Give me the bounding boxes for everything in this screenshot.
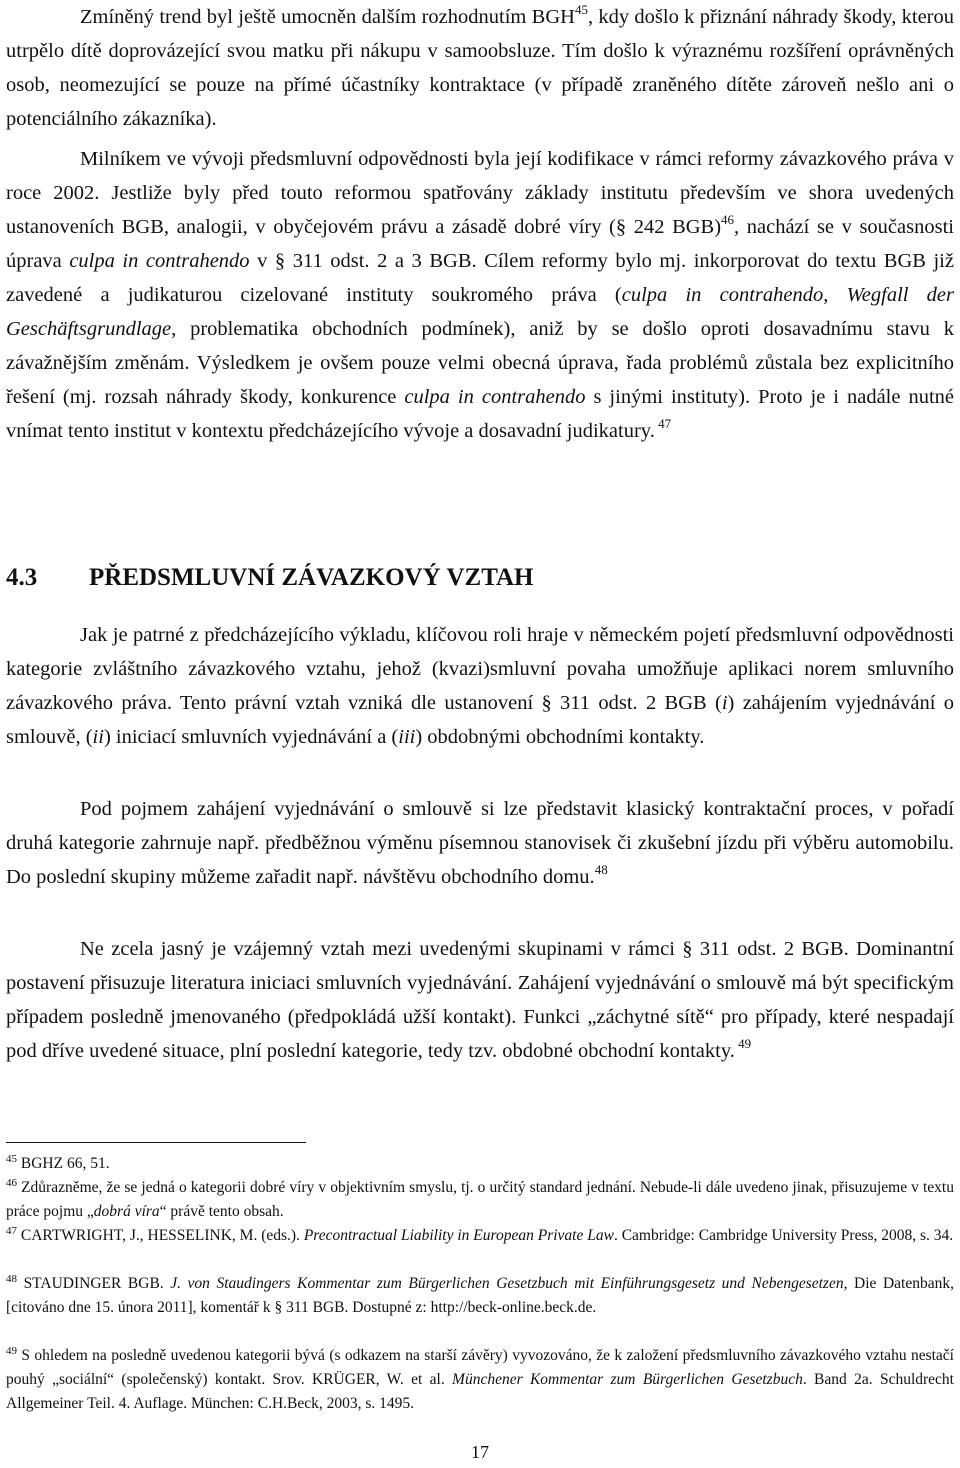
text: , kdy došlo k přiznání náhrady škody, kterou utrpělo dítě doprovázející svou matku při nákupu v samoobsluze. Tím došlo k výraznému rozšíření oprávněných osob, neomezující se pouze na přímé účastníky kontraktace (v případě zraněného dítěte zároveň nešlo ani o potenciálního zákazníka).: [6, 6, 954, 130]
italic-numeral: iii: [398, 726, 416, 748]
footnote-ref-47[interactable]: 47: [654, 416, 672, 431]
footnote-45: [6, 1152, 954, 1176]
footnote-number: 48: [6, 1273, 17, 1285]
footnote-text: “ právě tento obsah.: [159, 1203, 284, 1220]
footnote-46: [6, 1176, 954, 1224]
paragraph-codification: [6, 142, 954, 448]
paragraph-special-relationship: [6, 618, 954, 754]
italic-numeral: ii: [92, 726, 104, 748]
footnote-italic: J. von Staudingers Kommentar zum Bürgerlichen Gesetzbuch mit Einführungsgesetz und Nebengesetzen: [170, 1275, 844, 1292]
footnote-text: . Cambridge: Cambridge University Press, 2008, s. 34.: [613, 1227, 954, 1244]
italic-numeral: i: [721, 692, 728, 714]
italic-term: culpa in contrahendo: [621, 284, 824, 306]
text: ) iniciací smluvních vyjednávání a (: [103, 726, 399, 748]
footnote-number: 49: [6, 1345, 17, 1357]
text: v § 311 odst. 2 a 3 BGB. Cílem reformy bylo mj. inkorporovat do textu BGB již zavedené a judikaturou cizelované instituty soukromého práva (: [6, 250, 954, 306]
footnote-italic: dobrá víra: [93, 1203, 160, 1220]
text: Pod pojmem zahájení vyjednávání o smlouvě si lze představit klasický kontraktační proces, v pořadí druhá kategorie zahrnuje např. předběžnou výměnu písemnou stanovisek či zkušební jízdu při výběru automobilu. Do poslední skupiny můžeme zařadit např. návštěvu obchodního domu.: [6, 798, 954, 888]
text: s jinými instituty). Proto je i nadále nutné vnímat tento institut v kontextu předcházejícího vývoje a dosavadní judikatury.: [6, 386, 954, 442]
text: , nachází se v současnosti úprava: [6, 216, 954, 272]
paragraph-group-relations: [6, 932, 954, 1068]
text: ,: [823, 284, 847, 306]
footnote-number: 46: [6, 1177, 17, 1189]
footnote-ref-49[interactable]: 49: [734, 1036, 752, 1051]
italic-term: culpa in contrahendo: [69, 250, 250, 272]
text: Ne zcela jasný je vzájemný vztah mezi uvedenými skupinami v rámci § 311 odst. 2 BGB. Dominantní postavení přisuzuje literatura iniciaci smluvních vyjednávání. Zahájení vyjednávání o smlouvě má být specifickým případem posledně jmenovaného (předpokládá užší kontakt). Funkci „záchytné sítě“ pro případy, které nespadají pod dříve uvedené situace, plní poslední kategorie, tedy tzv. obdobné obchodní kontakty.: [6, 938, 954, 1062]
paragraph-negotiation-start: [6, 792, 954, 894]
footnote-text: S ohledem na posledně uvedenou kategorii bývá (s odkazem na starší závěry) vyvozováno, že k založení předsmluvního závazkového vztahu nestačí pouhý „sociální“ (společenský) kontakt. Srov. KRÜGER, W. et al.: [6, 1347, 954, 1388]
footnote-text: BGHZ 66, 51.: [17, 1155, 110, 1172]
footnote-48: [6, 1272, 954, 1320]
section-number: 4.3: [6, 564, 38, 591]
footnote-text: STAUDINGER BGB.: [17, 1275, 171, 1292]
footnote-49: [6, 1344, 954, 1416]
text: ) obdobnými obchodními kontakty.: [415, 726, 705, 748]
footnote-text: . Band 2a. Schuldrecht Allgemeiner Teil. 4. Auflage. München: C.H.Beck, 2003, s. 1495.: [6, 1371, 954, 1412]
section-heading: [6, 560, 954, 596]
footnote-text: CARTWRIGHT, J., HESSELINK, M. (eds.).: [17, 1227, 304, 1244]
footnote-italic: Precontractual Liability in European Private Law: [303, 1227, 614, 1244]
italic-term: Wegfall der Geschäftsgrundlage: [6, 284, 954, 340]
section-title: PŘEDSMLUVNÍ ZÁVAZKOVÝ VZTAH: [89, 564, 534, 591]
footnote-text: , Die Datenbank, [citováno dne 15. února 2011], komentář k § 311 BGB. Dostupné z: http://beck-online.beck.de.: [6, 1275, 954, 1316]
page-number: 17: [471, 1442, 489, 1462]
footnote-separator: [6, 1142, 306, 1143]
text: Zmíněný trend byl ještě umocněn dalším rozhodnutím BGH: [80, 6, 575, 28]
italic-term: culpa in contrahendo: [404, 386, 586, 408]
footnote-italic: Münchener Kommentar zum Bürgerlichen Gesetzbuch: [452, 1371, 803, 1388]
footnote-number: 45: [6, 1153, 17, 1165]
text: ) zahájením vyjednávání o smlouvě, (: [6, 692, 954, 748]
text: , problematika obchodních podmínek), aniž by se došlo oproti dosavadnímu stavu k závažnějším změnám. Výsledkem je ovšem pouze velmi obecná úprava, řada problémů zůstala bez explicitního řešení (mj. rozsah náhrady škody, konkurence: [6, 318, 954, 408]
footnote-47: [6, 1224, 954, 1248]
footnote-text: Zdůrazněme, že se jedná o kategorii dobré víry v objektivním smyslu, tj. o určitý standard jednání. Nebude-li dále uvedeno jinak, přisuzujeme v textu práce pojmu „: [6, 1179, 954, 1220]
paragraph-bgh-trend: [6, 0, 954, 136]
text: Jak je patrné z předcházejícího výkladu, klíčovou roli hraje v německém pojetí předsmluvní odpovědnosti kategorie zvláštního závazkového vztahu, jehož (kvazi)smluvní povaha umožňuje aplikaci norem smluvního závazkového práva. Tento právní vztah vzniká dle ustanovení § 311 odst. 2 BGB (: [6, 624, 954, 714]
text: Milníkem ve vývoji předsmluvní odpovědnosti byla její kodifikace v rámci reformy závazkového práva v roce 2002. Jestliže byly před touto reformou spatřovány základy institutu především ve shora uvedených ustanoveních BGB, analogii, v obyčejovém právu a zásadě dobré víry (§ 242 BGB): [6, 148, 954, 238]
footnote-ref-45[interactable]: 45: [574, 2, 588, 17]
footnote-ref-48[interactable]: 48: [594, 862, 608, 877]
footnote-number: 47: [6, 1225, 17, 1237]
footnote-ref-46[interactable]: 46: [721, 212, 735, 227]
